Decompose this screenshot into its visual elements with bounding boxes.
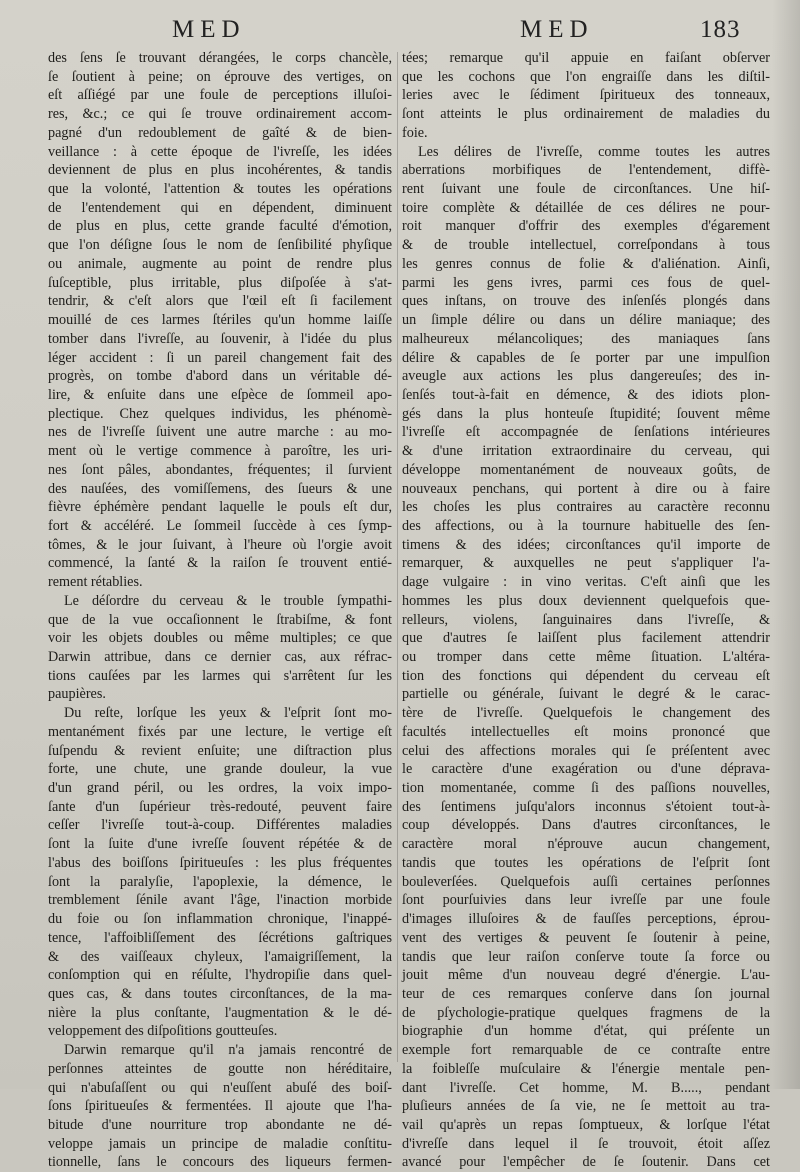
text-line: Les délires de l'ivreſſe, comme toutes les autres (418, 143, 770, 160)
text-line: tence, l'affoibliſſement des ſécrétions gaſtriques (48, 929, 392, 946)
text-line: d'images illuſoires & de fauſſes perceptions, éprou- (402, 911, 770, 928)
text-line: caractère moral n'éprouve aucun changement, (402, 836, 770, 853)
text-line: que la volonté, l'attention & toutes les opérations (48, 181, 392, 198)
text-line: d'un grand péril, ou les ordres, la voix impo- (48, 780, 392, 797)
text-line: & d'une irritation extraordinaire du cerveau, qui (402, 443, 770, 460)
text-line: nouveaux penchans, qui portent à dire ou à faire (402, 480, 770, 497)
text-line: développe momentanément de nouveaux goûts, de (402, 461, 770, 478)
text-line: rent ſuivant une foule de circonſtances. Une hiſ- (402, 181, 770, 198)
text-line: ques cas, & dans toutes circonſtances, de la ma- (48, 985, 392, 1002)
text-line: des affections, ou à la tournure habituelle des ſen- (402, 517, 770, 534)
text-line: du foie ou ſon inflammation chronique, l'inappé- (48, 911, 392, 928)
text-line: celui des affections morales qui ſe préſentent avec (402, 742, 770, 759)
text-line: des nauſées, des vomiſſemens, des ſueurs & une (48, 480, 392, 497)
text-line: aberrations morbifiques de l'entendement, diffè- (402, 162, 770, 179)
text-line: les genres connus de folie & d'aliénation. Ainſi, (402, 255, 770, 272)
text-line: gés dans la plus honteuſe ſtupidité; ſouvent même (402, 405, 770, 422)
text-line: veillance : à cette époque de l'ivreſſe, les idées (48, 143, 392, 160)
text-line: ſuſceptible, plus irritable, plus diſpoſée à s'at- (48, 274, 392, 291)
text-line: vail qu'après un repas ſomptueux, & lorſque l'état (402, 1116, 770, 1133)
text-line: progrès, on tombe d'abord dans un véritable dé- (48, 368, 392, 385)
running-head-left: MED (172, 16, 246, 43)
text-line: d'ivreſſe dans lequel il ſe trouvoit, étoit aſſez (402, 1135, 770, 1152)
text-line: dage vulgaire : in vino veritas. C'eſt ainſi que les (402, 574, 770, 591)
text-line: ſante d'un ſupérieur très-redouté, peuvent faire (48, 798, 392, 815)
text-line: commencé, la ſanté & la raiſon ſe trouvent entié- (48, 555, 392, 572)
text-line: ſons ſpiritueuſes & fermentées. Il ajoute que l'ha- (48, 1098, 392, 1115)
text-line: tion des fonctions qui dépendent du cerveau eſt (402, 667, 770, 684)
text-line: eſt aſſiégé par une foule de perceptions illuſoi- (48, 87, 392, 104)
text-line: ſuſpendu & revient enſuite; une diſtraction plus (48, 742, 392, 759)
page-number: 183 (700, 16, 741, 43)
text-line: qui n'abuſaſſent ou qui n'euſſent abuſé des boiſ- (48, 1079, 392, 1096)
text-line: ou tromper dans cette même ſituation. L'altéra- (402, 649, 770, 665)
text-line: exemple fort remarquable de ce contraſte entre (402, 1042, 770, 1059)
text-line: facultés intellectuelles eſt moins prononcé que (402, 723, 770, 740)
text-line: forte, une chute, une grande douleur, la vue (48, 761, 392, 778)
text-line: remarquer, & auxquelles ne peut s'appliquer l'a- (402, 555, 770, 572)
column-divider (397, 52, 398, 1062)
text-line: que d'autres ſe laiſſent plus facilement attendrir (402, 630, 770, 647)
text-line: tionnelle, ſans le concours des liqueurs fermen- (48, 1154, 392, 1171)
text-line: le caractère d'une exagération ou d'une déprava- (402, 761, 770, 778)
text-line: léger accident : ſi un pareil changement fait des (48, 349, 392, 366)
text-line: que les cochons que l'on engraiſſe dans les diſtil- (402, 68, 770, 85)
text-line: pluſieurs années de ſa vie, ne ſe mettoit au tra- (402, 1098, 770, 1115)
text-line: tère de l'ivreſſe. Quelquefois le changement des (402, 705, 770, 722)
text-line: ceſſer l'ivreſſe tout-à-coup. Différentes maladies (48, 817, 392, 834)
text-line: délire & capables de ſe porter par une impulſion (402, 349, 770, 366)
text-line: plectique. Chez quelques individus, les phénomè- (48, 405, 392, 422)
text-line: ſont atteints le plus ordinairement de maladies du (402, 106, 770, 123)
text-line: la foibleſſe muſculaire & l'énergie mentale pen- (402, 1060, 770, 1077)
text-line: l'abus des boiſſons ſpiritueuſes : les plus fréquentes (48, 854, 392, 871)
text-line: roit manquer d'offrir des exemples d'égarement (402, 218, 770, 235)
text-line: ment où le vertige commence à paroître, les uri- (48, 443, 392, 460)
text-line: ques inſtans, on trouve des inſenſés plongés dans (402, 293, 770, 310)
text-line: nes de l'ivreſſe ſuivent une autre marche : au mo- (48, 424, 392, 441)
text-line: lire, & enſuite dans une eſpèce de ſommeil apo- (48, 386, 392, 403)
text-line: res, &c.; ce qui ſe trouve ordinairement accom- (48, 106, 392, 123)
text-line: nière la plus conſtante, l'augmentation & le dé- (48, 1004, 392, 1021)
text-line: coup développés. Dans d'autres circonſtances, le (402, 817, 770, 834)
text-line: fièvre éphémère pendant laquelle le pouls eſt dur, (48, 499, 392, 516)
text-line: veloppe jamais un principe de maladie conſtitu- (48, 1135, 392, 1152)
running-head (0, 16, 800, 50)
text-line: ſont la paralyſie, l'apoplexie, la démence, le (48, 873, 392, 890)
text-line: timens & des idées; circonſtances qu'il importe de (402, 536, 770, 553)
text-line: Le déſordre du cerveau & le trouble ſympathi- (64, 592, 392, 609)
text-line: tion momentanée, comme ſi des paſſions nouvelles, (402, 780, 770, 797)
text-line: bouleverſées. Quelquefois auſſi certaines perſonnes (402, 873, 770, 890)
text-line: de l'entendement qui en dépendent, diminuent (48, 199, 392, 216)
text-line: tandis que leur raiſon conſerve toute ſa force ou (402, 948, 770, 965)
text-line: ou animale, augmente au point de rendre plus (48, 255, 392, 272)
text-line: veloppement des diſpoſitions goutteuſes. (48, 1023, 278, 1040)
running-head-right: MED (520, 16, 594, 43)
text-line: tandis que toutes les opérations de l'eſprit ſont (402, 854, 770, 871)
text-line: toire complète & détaillée de ces délires ne pour- (402, 199, 770, 216)
text-line: un ſimple délire ou dans un délire maniaque; des (402, 312, 770, 329)
text-line: perſonnes atteintes de goutte non héréditaire, (48, 1060, 392, 1077)
text-line: nes ſont pâles, abondantes, fréquentes; il ſurvient (48, 461, 392, 478)
text-line: que de la vue occaſionnent le ſtrabiſme, & font (48, 611, 392, 628)
text-line: mouillé de ces larmes ſtériles qu'un homme laiſſe (48, 312, 392, 329)
text-line: tendrir, & c'eſt alors que l'œil eſt ſi facilement (48, 293, 392, 310)
left-text-column (48, 49, 392, 1172)
text-line: tômes, & le jour ſuivant, à l'heure où l'orgie avoit (48, 536, 392, 553)
text-line: Du reſte, lorſque les yeux & l'eſprit ſont mo- (64, 705, 392, 722)
text-line: tions cauſées par les larmes qui s'arrêtent ſur les (48, 667, 392, 684)
text-line: leries avec le ſédiment ſpiritueux des tonneaux, (402, 87, 770, 104)
text-line: de pſychologie-pratique quelques fragmens de la (402, 1004, 770, 1021)
text-line: hommes les plus doux deviennent quelquefois que- (402, 592, 770, 609)
text-line: dant l'ivreſſe. Cet homme, M. B....., pendant (402, 1079, 770, 1096)
text-line: des ſentimens juſqu'alors inconnus s'étoient tout-à- (402, 798, 770, 815)
text-line: biographie d'un homme d'état, qui préſente un (402, 1023, 770, 1040)
text-line: paupières. (48, 686, 106, 703)
text-line: rement rétablies. (48, 574, 143, 591)
text-line: deviennent de plus en plus incohérentes, & tandis (48, 162, 392, 179)
text-line: vent des vertiges & peuvent ſe ſoutenir à peine, (402, 929, 770, 946)
text-line: teur de ces remarques conſerve dans ſon journal (402, 985, 770, 1002)
text-line: foie. (402, 124, 428, 141)
text-line: Darwin remarque qu'il n'a jamais rencontré de (64, 1042, 392, 1059)
text-line: voir les objets doubles ou même multiples; ce que (48, 630, 392, 647)
text-line: ſont la ſuite d'une ivreſſe ſouvent répétée & de (48, 836, 392, 853)
text-line: avancé pour l'empêcher de ſe ſoutenir. Dans cet (402, 1154, 770, 1171)
text-line: de plus en plus, cette grande faculté d'émotion, (48, 218, 392, 235)
text-line: malheureux mélancoliques; des maniaques ſans (402, 330, 770, 347)
text-line: jouit même d'un nouveau degré d'énergie. L'au- (402, 967, 770, 984)
text-line: tremblement ſénile avant l'âge, l'inaction morbide (48, 892, 392, 909)
text-line: des ſens ſe trouvant dérangées, le corps chancèle, (48, 50, 392, 66)
text-line: tomber dans l'ivreſſe, au ſouvenir, à l'idée du plus (48, 330, 392, 347)
text-line: parmi les gens ivres, parmi ces fous de quel- (402, 274, 770, 291)
text-line: aveugle aux actions les plus dangereuſes; des in- (402, 368, 770, 385)
text-line: l'ivreſſe eſt accompagnée de ſenſations intérieures (402, 424, 770, 441)
text-line: mentanément fixés par une lecture, le vertige eſt (48, 723, 392, 740)
text-line: ſe ſoutient à peine; on éprouve des vertiges, on (48, 68, 392, 85)
text-line: conſomption qui en réſulte, l'hydropiſie dans quel- (48, 967, 392, 984)
page-edge-shadow (772, 0, 800, 1089)
text-line: Darwin attribue, dans ce dernier cas, aux réfrac- (48, 649, 392, 665)
text-line: & de trouble intellectuel, correſpondans à tous (402, 237, 770, 254)
text-line: partielle ou générale, ſuivant le degré & le carac- (402, 686, 770, 703)
text-line: tées; remarque qu'il appuie en faiſant obſerver (402, 50, 770, 66)
right-text-column (402, 49, 770, 1172)
text-line: que l'on déſigne ſous le nom de ſenſibilité phyſique (48, 237, 392, 254)
text-line: ſont pourſuivies dans leur ivreſſe par une foule (402, 892, 770, 909)
text-line: & des vaiſſeaux chyleux, l'amaigriſſement, la (48, 948, 392, 965)
text-line: les choſes les plus contraires au caractère reconnu (402, 499, 770, 516)
text-line: fort & accéléré. Le ſommeil ſuccède à ces ſymp- (48, 517, 392, 534)
text-line: bitude d'une nourriture trop abondante ne dé- (48, 1116, 392, 1133)
text-line: ſenſés tout-à-fait en démence, & des idiots plon- (402, 386, 770, 403)
text-line: relleurs, violens, ſanguinaires dans l'ivreſſe, & (402, 611, 770, 628)
text-line: pagné d'un redoublement de gaîté & de bien- (48, 124, 392, 141)
